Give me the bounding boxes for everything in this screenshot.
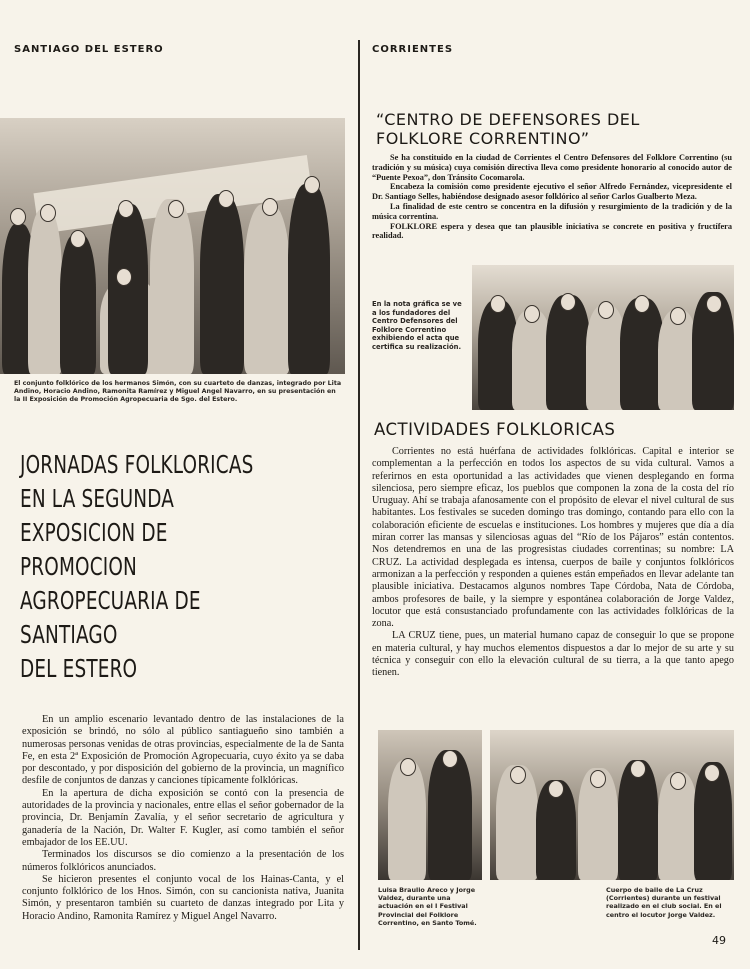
headline-line: EN LA SEGUNDA	[20, 484, 175, 513]
left-article-body	[22, 714, 344, 923]
paragraph: Terminados los discursos se dio comienzo a la presentación de los números folklóricos anunciados.	[22, 849, 344, 873]
folk-group-caption: El conjunto folklórico de los hermanos Simón, con su cuarteto de danzas, integrado por Lita Andino, Horacio Andino, Ramonita Ramírez y Miguel Angel Navarro, en su presentación en la II Exposición de Promoción Agropecuaria de Sgo. del Estero.	[14, 380, 342, 403]
headline	[20, 448, 299, 686]
centro-title	[376, 110, 736, 148]
folk-group-photo	[0, 118, 345, 374]
activities-title: ACTIVIDADES FOLKLORICAS	[374, 420, 616, 439]
section-label-corrientes: CORRIENTES	[372, 44, 454, 55]
headline-line: EXPOSICION DE	[20, 518, 168, 547]
founders-photo	[472, 265, 734, 410]
paragraph: Se ha constituido en la ciudad de Corrientes el Centro Defensores del Folklore Correntino (su tradición y su música) cuya comisión directiva lleva como presidente honorario al conocido autor de “Puente Pexoa”, don Tránsito Cocomarola.	[372, 153, 732, 182]
ballet-photo	[490, 730, 734, 880]
paragraph: Se hicieron presentes el conjunto vocal de los Hainas-Canta, y el conjunto folklórico de los Hnos. Simón, con su cancionista nativa, Juanita Simón, y presentaron también su cuarteto de danzas integrado por Lita y Horacio Andino, Ramonita Ramírez y Miguel Angel Navarro.	[22, 873, 344, 922]
column-divider	[358, 40, 360, 950]
headline-line: SANTIAGO	[20, 620, 118, 649]
activities-body	[372, 446, 734, 680]
centro-intro	[372, 153, 732, 241]
paragraph: En la apertura de dicha exposición se contó con la presencia de autoridades de la provincia y nacionales, entre ellas el señor gobernador de la provincia, Dr. Benjamín Zavalía, y el señor secretario de agricultura y ganadería de la Nación, Dr. Walter F. Kugler, así como también el señor embajador de los EE.UU.	[22, 787, 344, 848]
paragraph: Encabeza la comisión como presidente ejecutivo el señor Alfredo Fernández, vicepresidente el Dr. Santiago Selles, habiéndose designado asesor folklórico al señor Carlos Gualberto Meza.	[372, 182, 732, 202]
paragraph: LA CRUZ tiene, pues, un material humano capaz de conseguir lo que se propone en materia cultural, y hay muchos elementos dispuestos a dar lo mejor de su arte y su técnica y conseguir con ello la elevación cultural de su tierra, a la que tanto apego tienen.	[372, 630, 734, 679]
title-line: “CENTRO DE DEFENSORES DEL	[376, 110, 640, 129]
paragraph: En un amplio escenario levantado dentro de las instalaciones de la exposición se brindó, no sólo al público santiagueño sino también a numerosas personas venidas de otras provincias, especialmente de la de Santa Fe, en esta 2ª Exposición de Promoción Agropecuaria, cuyo éxito ya se daba por descontado, y por disposición del gobierno de la provincia, un magnífico desfile de conjuntos de danzas y canciones típicamente folklóricas.	[22, 714, 344, 787]
page-number: 49	[712, 934, 726, 947]
headline-line: DEL ESTERO	[20, 654, 138, 683]
areco-valdez-photo	[378, 730, 482, 880]
headline-line: JORNADAS FOLKLORICAS	[20, 450, 254, 479]
founders-caption: En la nota gráfica se ve a los fundadores del Centro Defensores del Folklore Correntino exhibiendo el acta que certifica su realización.	[372, 300, 462, 351]
paragraph: FOLKLORE espera y desea que tan plausible iniciativa se concrete en positiva y fructífera realidad.	[372, 221, 732, 241]
headline-line: AGROPECUARIA DE	[20, 586, 201, 615]
headline-line: PROMOCION	[20, 552, 137, 581]
section-label-santiago: SANTIAGO DEL ESTERO	[14, 44, 164, 55]
title-line: FOLKLORE CORRENTINO”	[376, 129, 590, 148]
paragraph: La finalidad de este centro se concentra en la difusión y resurgimiento de la tradición y de la música correntina.	[372, 201, 732, 221]
ballet-caption: Cuerpo de baile de La Cruz (Corrientes) durante un festival realizado en el club social. En el centro el locutor Jorge Valdez.	[606, 886, 722, 919]
areco-valdez-caption: Luisa Braulio Areco y Jorge Valdez, durante una actuación en el I Festival Provincial del Folklore Correntino, en Santo Tomé.	[378, 886, 477, 927]
paragraph: Corrientes no está huérfana de actividades folklóricas. Capital e interior se complementan a la perfección en todos los aspectos de su vida cultural. Vamos a referirnos en esta oportunidad a las actividades que vienen desplegando en forma silenciosa, pero siempre eficaz, los pueblos que componen la zona de la costa del río Uruguay. Ahí se trabaja afanosamente con el propósito de elevar el nivel cultural de sus habitantes. Los festivales se suceden domingo tras domingo, contando para ello con la colaboración eficiente de escuelas e instituciones. Los hombres y mujeres que día a día miran correr las mansas y silenciosas aguas del “Río de los Pájaros” están contentos. Nos detendremos en una de las progresistas ciudades correntinas; su nombre: LA CRUZ. La actividad desplegada es intensa, cuerpos de baile y conjuntos folklóricos armonizan a la perfección y responden a quienes están empeñados en llevar adelante tan plausible iniciativa. Destacamos algunos nombres Tape Córdoba, Nata de Córdoba, ambos profesores de baile, y la siempre y espontánea colaboración de Jorge Valdez, locutor que está consustanciado profundamente con las actividades folklóricas de la zona.	[372, 446, 734, 630]
